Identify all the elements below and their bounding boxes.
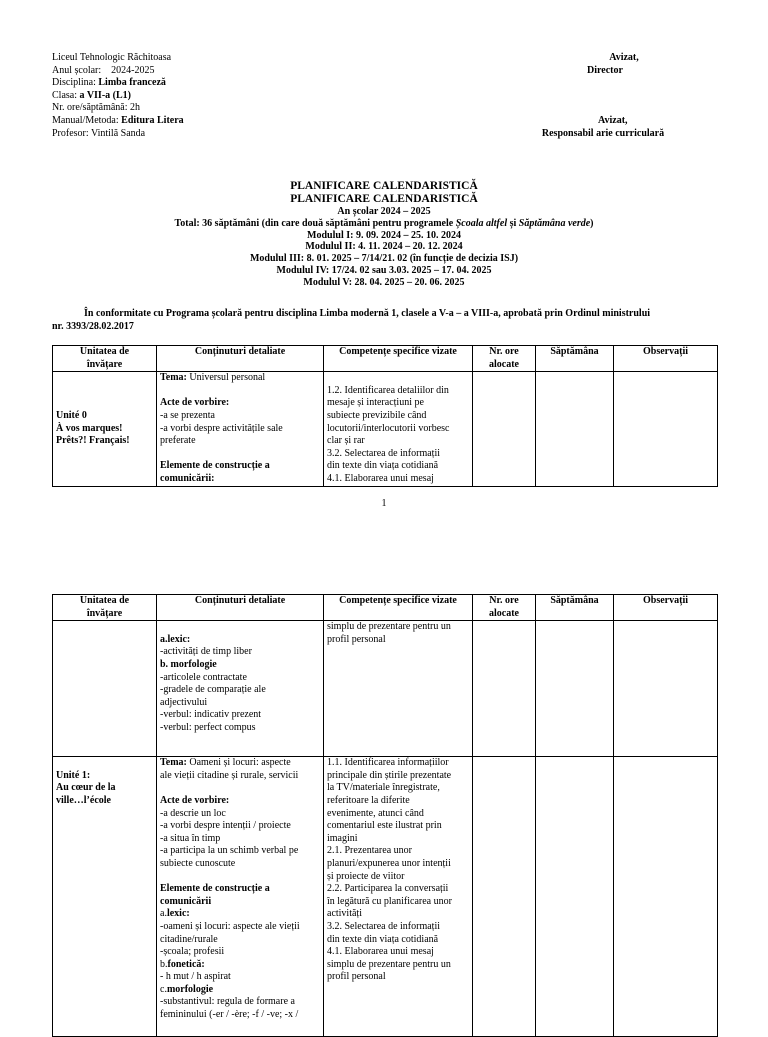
unit-1-content: Tema: Oameni și locuri: aspecte ale vieții citadine și rurale, servicii Acte de vorbire: -a descrie un loc -a vorbi despre intenții / proiecte -a situa în timp -a participa la un schimb verbal pe subiecte cunoscute Elemente de construcție a comunicării a.lexic: -oameni și locuri: aspecte ale vieții citadine/rurale -școala; profesii b.fonetică: - h mut / h aspirat c.morfologie -substantivul: regula de formare a femininului (-er / -ère; -f / -ve; -x / bbox=[157, 757, 324, 1037]
module-line: Modulul III: 8. 01. 2025 – 7/14/21. 02 (în funcție de decizia ISJ) bbox=[249, 253, 519, 265]
unit-1-competences: 1.1. Identificarea informațiilor principale din știrile prezentate la TV/materiale înregistrate, referitoare la diferite evenimente, atunci când comentariul este ilustrat prin imagini 2.1. Prezentarea unor planuri/expunerea unor intenții și proiecte de viitor 2.2. Participarea la conversații în legătură cu planificarea unor activități 3.2. Selectarea de informații din texte din viața cotidiană 4.1. Elaborarea unui mesaj simplu de prezentare pentru un profil personal bbox=[324, 757, 473, 1037]
planning-table-page-2 bbox=[52, 594, 718, 1037]
school-year-title: An școlar 2024 – 2025 bbox=[337, 206, 431, 217]
header-hours: Nr. ore alocate bbox=[473, 595, 536, 621]
page-title-repeat: PLANIFICARE CALENDARISTICĂ bbox=[290, 193, 478, 205]
header-content: Conținuturi detaliate bbox=[157, 595, 324, 621]
unit-0-week bbox=[536, 372, 614, 486]
header-competences: Competențe specifice vizate bbox=[324, 595, 473, 621]
school-year-line: Anul școlar: 2024-2025 bbox=[52, 64, 155, 76]
table-row bbox=[53, 372, 718, 486]
table-header-row bbox=[53, 595, 718, 621]
header-competences: Competențe specifice vizate bbox=[324, 346, 473, 372]
unit-1-hours bbox=[473, 757, 536, 1037]
unit-0-name-cont bbox=[53, 621, 157, 757]
hours-line: Nr. ore/săptămână: 2h bbox=[52, 102, 141, 114]
unit-0-name: Unité 0 À vos marques! Prêts?! Français! bbox=[53, 372, 157, 486]
unit-0-notes-cont bbox=[614, 621, 718, 757]
header-unit: Unitatea de învățare bbox=[53, 346, 157, 372]
header-unit: Unitatea de învățare bbox=[53, 595, 157, 621]
discipline-line: Disciplina: Limba franceză bbox=[52, 77, 166, 89]
class-line: Clasa: a VII-a (L1) bbox=[52, 89, 131, 101]
school-name: Liceul Tehnologic Răchitoasa bbox=[52, 52, 172, 63]
table-row bbox=[53, 757, 718, 1037]
unit-0-competences-cont: simplu de prezentare pentru un profil personal bbox=[324, 621, 473, 757]
unit-0-notes bbox=[614, 372, 718, 486]
header-week: Săptămâna bbox=[536, 346, 614, 372]
unit-1-week bbox=[536, 757, 614, 1037]
school-info-block bbox=[52, 52, 184, 140]
unit-0-hours-cont bbox=[473, 621, 536, 757]
planning-table-page-1 bbox=[52, 345, 718, 487]
unit-0-week-cont bbox=[536, 621, 614, 757]
header-content: Conținuturi detaliate bbox=[157, 346, 324, 372]
header-hours: Nr. ore alocate bbox=[473, 346, 536, 372]
header-week: Săptămâna bbox=[536, 595, 614, 621]
unit-0-content-cont: a.lexic: -activități de timp liber b. morfologie -articolele contractate -gradele de comparație ale adjectivului -verbul: indicativ prezent -verbul: perfect compus bbox=[157, 621, 324, 757]
conformity-statement: În conformitate cu Programa școlară pentru disciplina Limba modernă 1, clasele a V-a – a VIII-a, aprobată prin Ordinul ministrului nr. 3393/28.02.2017 bbox=[52, 308, 651, 332]
approval-curriculum: Avizat, Responsabil arie curriculară bbox=[541, 115, 665, 139]
unit-0-hours bbox=[473, 372, 536, 486]
approval-director: Avizat, Director bbox=[587, 52, 639, 76]
unit-0-content: Tema: Universul personal Acte de vorbire: -a se prezenta -a vorbi despre activitățile sale preferate Elemente de construcție a comunicării: bbox=[157, 372, 324, 486]
page-title: PLANIFICARE CALENDARISTICĂ bbox=[290, 180, 478, 192]
total-weeks-line: Total: 36 săptămâni (din care două săptămâni pentru programele Școala altfel și Săptămâna verde) bbox=[174, 217, 594, 229]
header-notes: Observații bbox=[614, 595, 718, 621]
manual-line: Manual/Metoda: Editura Litera bbox=[52, 114, 184, 126]
module-line: Modulul V: 28. 04. 2025 – 20. 06. 2025 bbox=[303, 276, 465, 288]
unit-1-notes bbox=[614, 757, 718, 1037]
table-row bbox=[53, 621, 718, 757]
module-line: Modulul II: 4. 11. 2024 – 20. 12. 2024 bbox=[305, 241, 463, 253]
unit-0-competences: 1.2. Identificarea detaliilor din mesaje și interacțiuni pe subiecte previzibile când locutorii/interlocutorii vorbesc clar și rar 3.2. Selectarea de informații din texte din viața cotidiană 4.1. Elaborarea unui mesaj bbox=[324, 372, 473, 486]
page-number: 1 bbox=[381, 498, 387, 509]
module-line: Modulul I: 9. 09. 2024 – 25. 10. 2024 bbox=[307, 229, 461, 241]
header-notes: Observații bbox=[614, 346, 718, 372]
module-line: Modulul IV: 17/24. 02 sau 3.03. 2025 – 17. 04. 2025 bbox=[276, 264, 492, 276]
teacher-line: Profesor: Vintilă Sanda bbox=[52, 127, 146, 139]
title-block bbox=[52, 180, 716, 289]
table-header-row bbox=[53, 346, 718, 372]
unit-1-name: Unité 1: Au cœur de la ville…l’école bbox=[53, 757, 157, 1037]
